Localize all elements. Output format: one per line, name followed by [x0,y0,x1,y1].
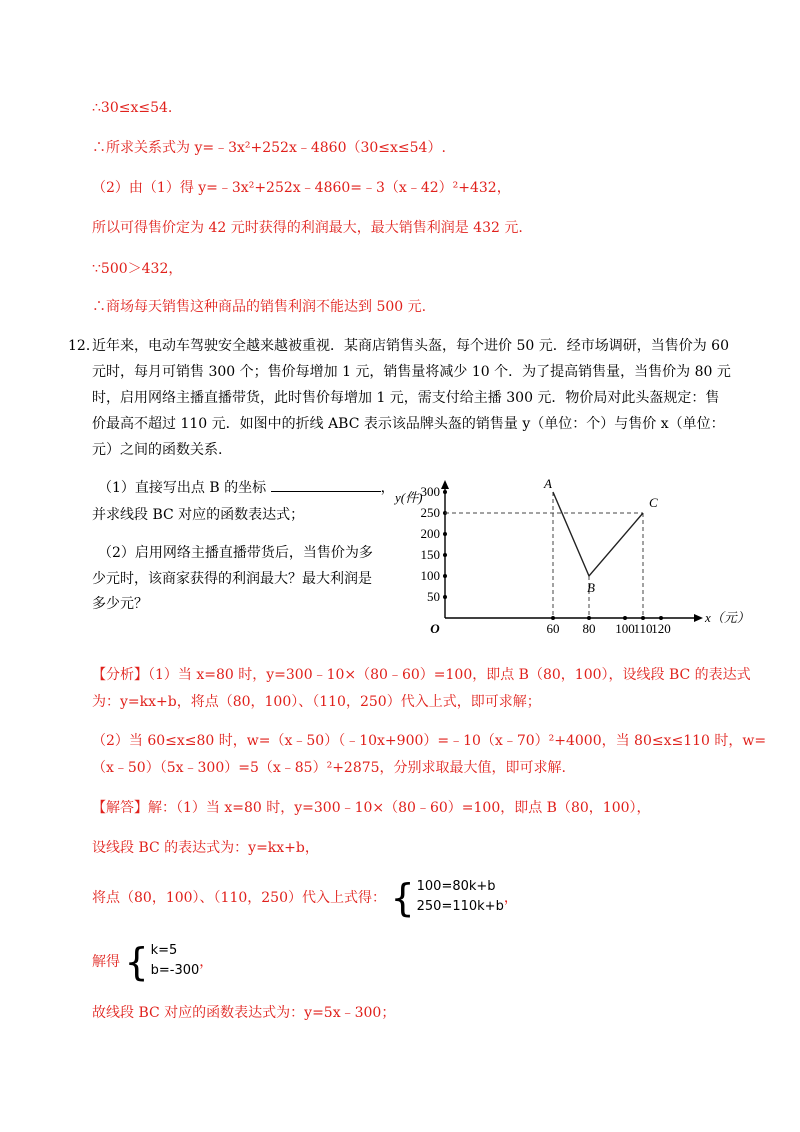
part2-line-1: （2）启用网络主播直播带货后，当售价为多 [98,545,373,561]
part1-comma: ， [380,480,395,496]
analysis-line-3: （2）当 60≤x≤80 时，w=（x﹣50）（﹣10x+900）=﹣10（x﹣70）²+4000，当 80≤x≤110 时，w= [92,733,767,749]
equation-system-2 [124,940,199,984]
y-tick-dot [443,553,447,557]
line-4: 所以可得售价定为 42 元时获得的利润最大，最大销售利润是 432 元. [92,220,523,236]
solution-line-4-text: 解得 [92,954,120,970]
y-axis-label: y(件) [395,490,423,505]
solution-line-3 [92,876,518,920]
solution-line-4 [92,940,213,984]
y-tick-label: 100 [420,568,440,583]
solution-line-3-text: 将点（80，100）、（110，250）代入上式得： [92,890,386,906]
x-tick-label: 60 [546,621,560,636]
point-label: A [544,476,552,491]
y-tick-label: 200 [420,526,440,541]
solution-line-2: 设线段 BC 的表达式为：y=kx+b， [92,840,319,856]
point-label: B [587,580,595,595]
x-tick-dot [587,616,591,620]
analysis-line-2: 为：y=kx+b，将点（80，100）、（110，250）代入上式，即可求解； [92,694,541,710]
line-5: ∵500＞432， [92,261,183,277]
solution-line-4-end: ， [199,954,214,970]
eq-1: 100=80k+b [416,879,496,894]
eq-2: 250=110k+b [416,899,504,914]
sales-chart [395,476,750,638]
brace-icon: { [124,940,149,984]
x-axis-label: x（元） [705,610,750,625]
series-line [553,492,643,576]
solution-line-5: 故线段 BC 对应的函数表达式为：y=5x﹣300； [92,1005,396,1021]
y-tick-dot [443,574,447,578]
line-2: ∴所求关系式为 y=﹣3x²+252x﹣4860（30≤x≤54）. [92,140,446,156]
question-number: 12． [68,338,100,354]
y-axis-arrow-icon [441,480,449,489]
x-axis-arrow-icon [694,614,703,622]
line-3: （2）由（1）得 y=﹣3x²+252x﹣4860=﹣3（x﹣42）²+432， [92,180,511,196]
x-tick-label: 80 [582,621,596,636]
part2-line-3: 多少元？ [92,596,148,612]
origin-label: O [430,621,440,636]
x-tick-dot [641,616,645,620]
equation-system-1 [390,876,503,920]
y-tick-label: 250 [420,505,440,520]
analysis-line-4: （x﹣50）（5x﹣300）=5（x﹣85）²+2875，分别求取最大值，即可求解. [92,760,567,776]
answer-blank [271,477,381,492]
x-tick-label: 120 [651,621,671,636]
eq-4: b=-300 [150,963,200,978]
solution-line-3-end: ， [503,890,518,906]
x-tick-dot [623,616,627,620]
line-6: ∴商场每天销售这种商品的销售利润不能达到 500 元. [92,299,427,315]
part1-text: （1）直接写出点 B 的坐标 [98,480,267,496]
question-stem: 近年来，电动车驾驶安全越来越被重视．某商店销售头盔，每个进价 50 元．经市场调研，当售价为 60 元时，每月可销售 300 个；售价每增加 1 元，销售量将减少 10 个．为了提高销售量，当售价为 80 元时，启用网络主播直播带货，此时售价每增加 1 元，需支付给主播 300 元．物价局对此头盔规定：售价最高不超过 110 元．如图中的折线 ABC 表示该品牌头盔的销售量 y（单位：个）与售价 x（单位：元）之间的函数关系. [92,338,731,458]
part1-line-2: 并求线段 BC 对应的函数表达式； [92,507,305,523]
part2-line-2: 少元时，该商家获得的利润最大？最大利润是 [92,571,372,587]
y-tick-label: 300 [420,484,440,499]
x-tick-dot [551,616,555,620]
line-1: ∴30≤x≤54. [92,100,173,116]
x-tick-label: 110 [633,621,653,636]
brace-icon: { [390,876,415,920]
eq-3: k=5 [150,943,178,958]
y-tick-label: 150 [420,547,440,562]
y-tick-dot [443,595,447,599]
y-tick-label: 50 [427,589,440,604]
point-label: C [649,495,658,510]
solution-line-1: 【解答】解：（1）当 x=80 时，y=300﹣10×（80﹣60）=100，即点 B（80，100）， [92,800,651,816]
part1-line [98,477,395,498]
x-tick-dot [659,616,663,620]
x-tick-label: 100 [615,621,635,636]
y-tick-dot [443,490,447,494]
analysis-line-1: 【分析】（1）当 x=80 时，y=300﹣10×（80﹣60）=100，即点 B（80，100），设线段 BC 的表达式 [92,667,751,683]
y-tick-dot [443,532,447,536]
